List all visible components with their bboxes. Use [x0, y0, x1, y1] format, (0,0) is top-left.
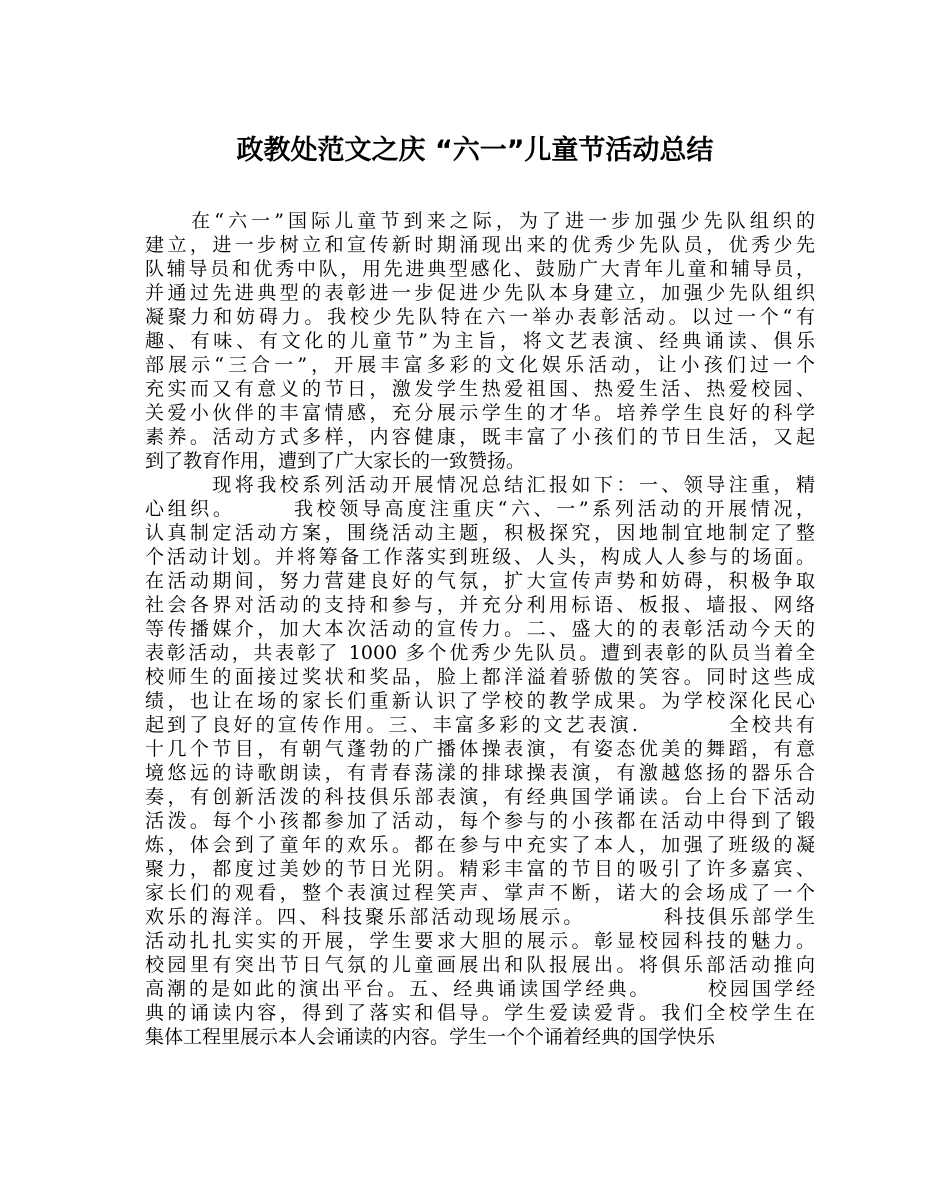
body-line: 表彰活动，共表彰了 1000 多个优秀少先队员。遭到表彰的队员当着全 [145, 642, 815, 664]
body-line: 凝聚力和妨碍力。我校少先队特在六一举办表彰活动。以过一个“有 [145, 306, 815, 328]
document-title: 政教处范文之庆 “六一”儿童节活动总结 [236, 135, 714, 166]
body-line: 并通过先进典型的表彰进一步促进少先队本身建立，加强少先队组织 [145, 282, 815, 304]
body-line: 队辅导员和优秀中队，用先进典型感化、鼓励广大青年儿童和辅导员， [145, 258, 815, 280]
body-line: 活泼。每个小孩都参加了活动，每个参与的小孩都在活动中得到了锻 [145, 810, 815, 832]
body-line: 社会各界对活动的支持和参与，并充分利用标语、板报、墙报、网络 [145, 594, 815, 616]
body-line: 充实而又有意义的节日，激发学生热爱祖国、热爱生活、热爱校园、 [145, 378, 815, 400]
body-line: 部展示“三合一”，开展丰富多彩的文化娱乐活动，让小孩们过一个 [145, 354, 815, 376]
body-line: 十几个节目，有朝气蓬勃的广播体操表演，有姿态优美的舞蹈，有意 [145, 738, 815, 760]
body-line: 聚力，都度过美妙的节日光阴。精彩丰富的节目的吸引了许多嘉宾、 [145, 858, 815, 880]
body-line: 现将我校系列活动开展情况总结汇报如下：一、领导注重，精 [145, 474, 815, 496]
body-line: 个活动计划。并将筹备工作落实到班级、人头，构成人人参与的场面。 [145, 546, 815, 568]
body-line: 在“六一”国际儿童节到来之际，为了进一步加强少先队组织的 [145, 210, 815, 232]
body-line: 典的诵读内容，得到了落实和倡导。学生爱读爱背。我们全校学生在 [145, 1002, 815, 1024]
body-line: 炼，体会到了童年的欢乐。都在参与中充实了本人，加强了班级的凝 [145, 834, 815, 856]
body-line: 认真制定活动方案，围绕活动主题，积极探究，因地制宜地制定了整 [145, 522, 815, 544]
body-line: 心组织。 我校领导高度注重庆“六、一”系列活动的开展情况， [145, 498, 815, 520]
body-line: 建立，进一步树立和宣传新时期涌现出来的优秀少先队员，优秀少先 [145, 234, 815, 256]
body-line: 集体工程里展示本人会诵读的内容。学生一个个诵着经典的国学快乐 [145, 1026, 716, 1048]
body-line: 到了教育作用，遭到了广大家长的一致赞扬。 [145, 450, 526, 472]
body-line: 在活动期间，努力营建良好的气氛，扩大宣传声势和妨碍，积极争取 [145, 570, 815, 592]
body-line: 境悠远的诗歌朗读，有青春荡漾的排球操表演，有激越悠扬的器乐合 [145, 762, 815, 784]
body-line: 素养。活动方式多样，内容健康，既丰富了小孩们的节日生活，又起 [145, 426, 815, 448]
body-line: 家长们的观看，整个表演过程笑声、掌声不断，诺大的会场成了一个 [145, 882, 815, 904]
body-line: 等传播媒介，加大本次活动的宣传力。二、盛大的的表彰活动今天的 [145, 618, 815, 640]
body-line: 活动扎扎实实的开展，学生要求大胆的展示。彰显校园科技的魅力。 [145, 930, 815, 952]
body-line: 奏，有创新活泼的科技俱乐部表演，有经典国学诵读。台上台下活动 [145, 786, 815, 808]
body-line: 高潮的是如此的演出平台。五、经典诵读国学经典。 校园国学经 [145, 978, 815, 1000]
body-line: 欢乐的海洋。四、科技聚乐部活动现场展示。 科技俱乐部学生 [145, 906, 815, 928]
body-line: 起到了良好的宣传作用。三、丰富多彩的文艺表演. 全校共有 [145, 714, 815, 736]
body-line: 趣、有味、有文化的儿童节”为主旨，将文艺表演、经典诵读、俱乐 [145, 330, 815, 352]
body-line: 校园里有突出节日气氛的儿童画展出和队报展出。将俱乐部活动推向 [145, 954, 815, 976]
document-body [145, 209, 815, 1049]
body-line: 校师生的面接过奖状和奖品，脸上都洋溢着骄傲的笑容。同时这些成 [145, 666, 815, 688]
body-line: 关爱小伙伴的丰富情感，充分展示学生的才华。培养学生良好的科学 [145, 402, 815, 424]
body-line: 绩，也让在场的家长们重新认识了学校的教学成果。为学校深化民心 [145, 690, 815, 712]
